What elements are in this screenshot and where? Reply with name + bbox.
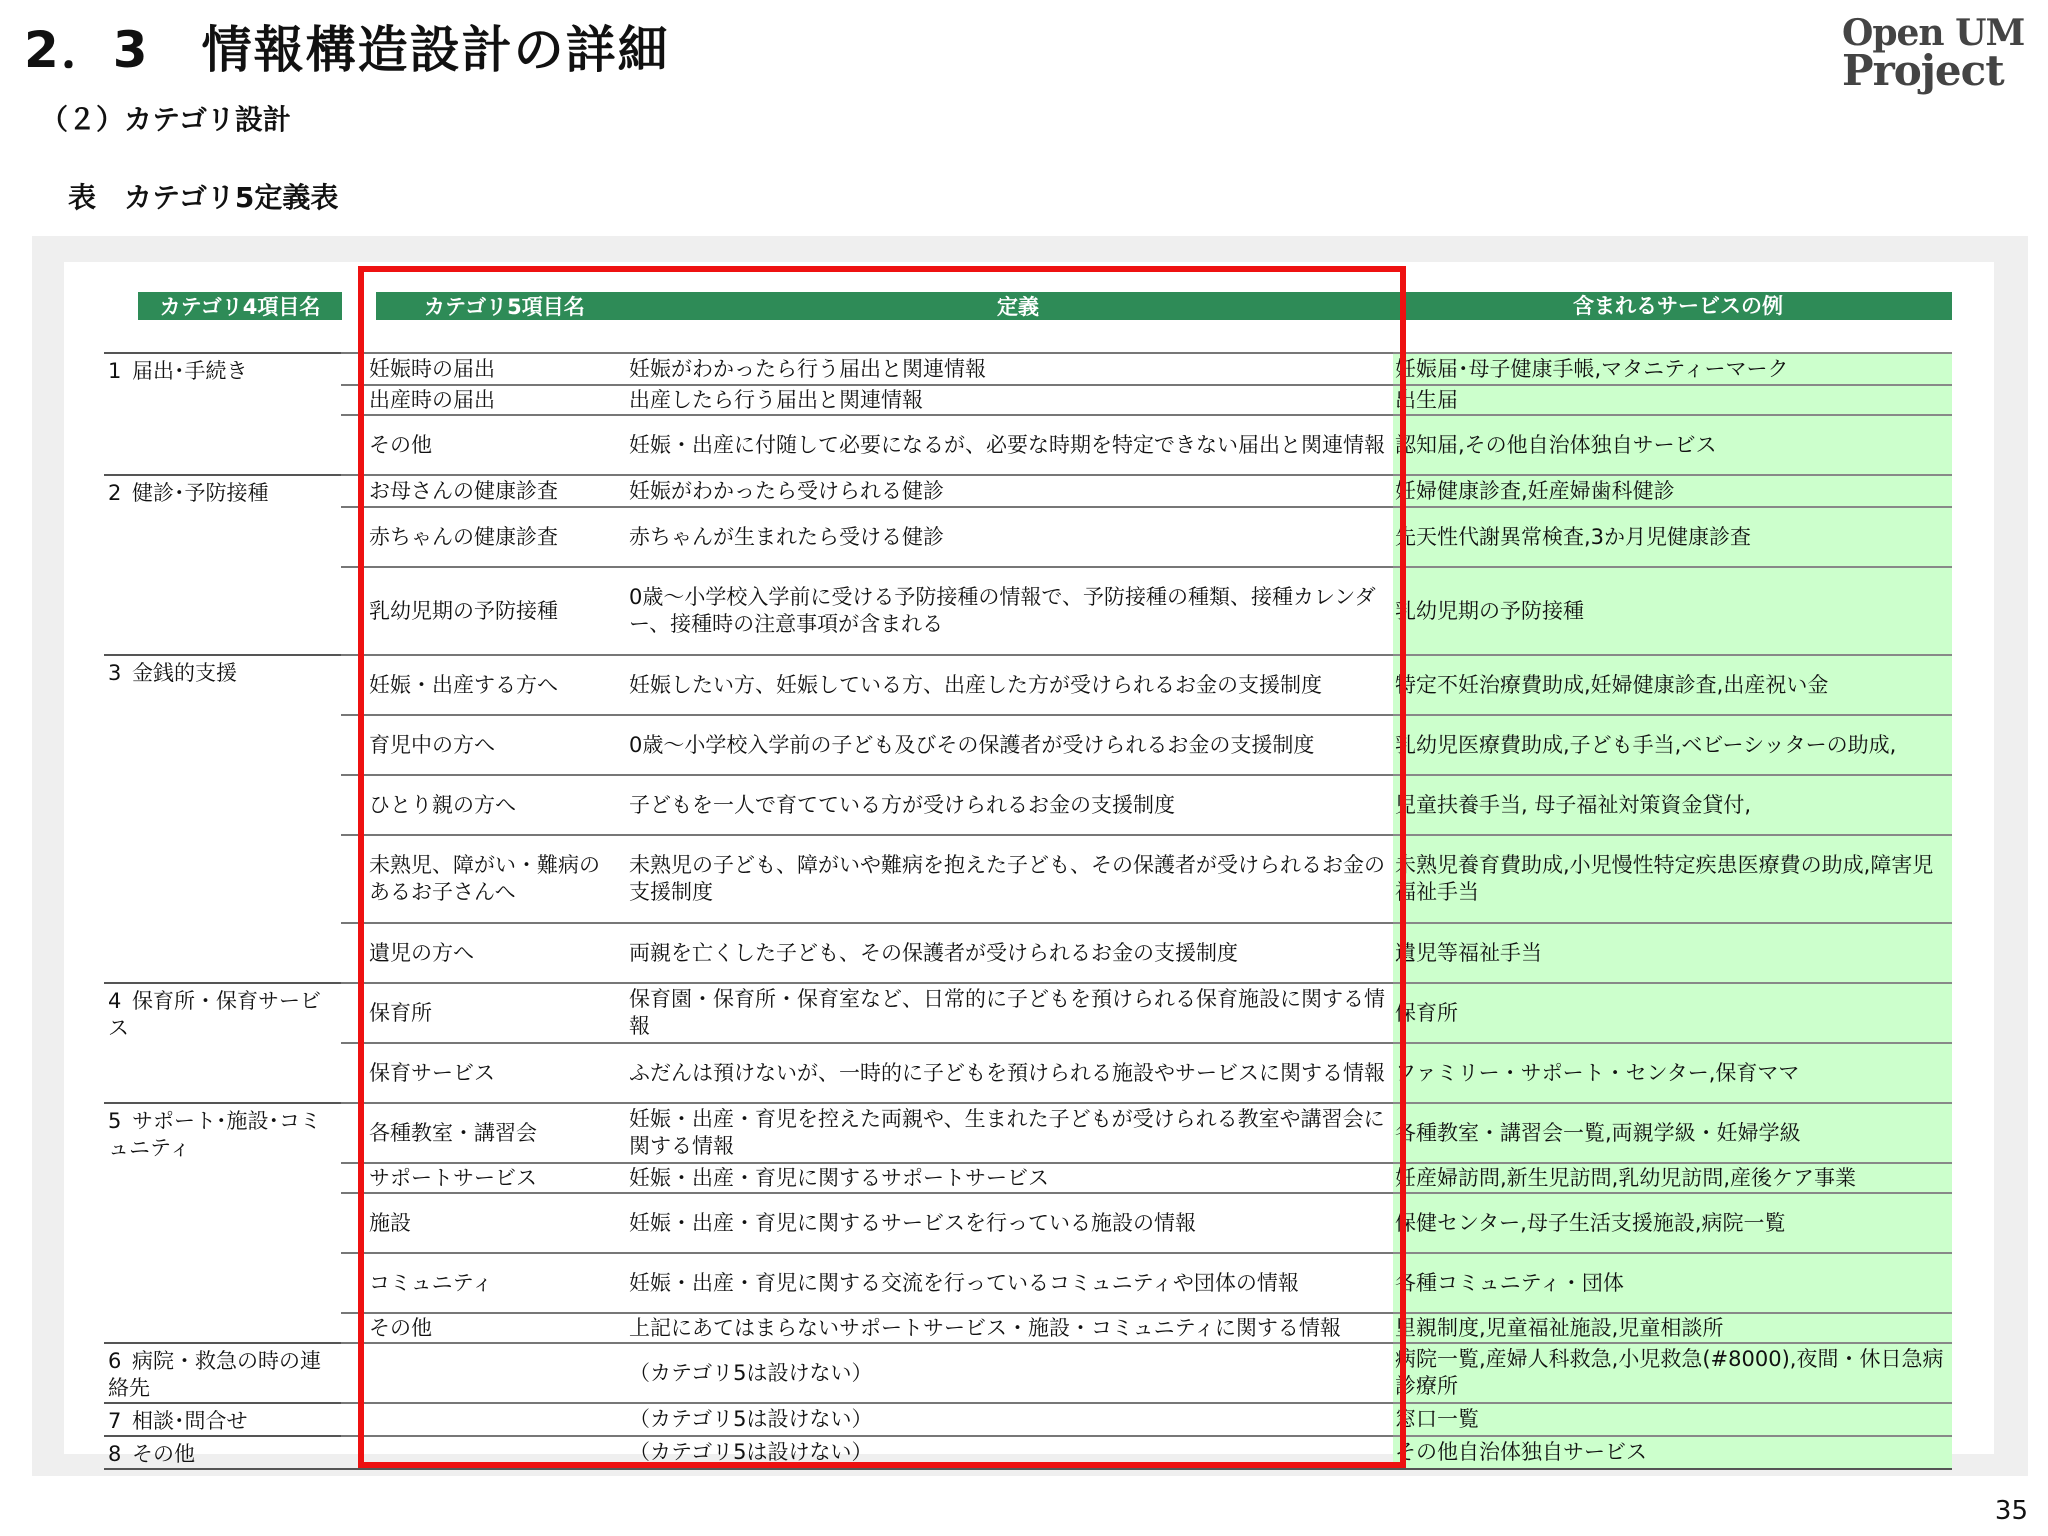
- cat4-cell: [104, 1163, 341, 1193]
- highlight-frame: [358, 266, 1406, 1468]
- cat4-cell: [104, 385, 341, 415]
- definition-cell: 妊娠・出産に付随して必要になるが、必要な時期を特定できない届出と関連情報: [623, 415, 1393, 475]
- cat5-cell: その他: [341, 415, 623, 475]
- definition-cell: 妊娠・出産・育児を控えた両親や、生まれた子どもが受けられる教室や講習会に関する情報: [623, 1103, 1393, 1163]
- header-examples: 含まれるサービスの例: [1404, 292, 1952, 320]
- definition-cell: 妊娠・出産・育児に関する交流を行っているコミュニティや団体の情報: [623, 1253, 1393, 1313]
- section-subtitle: （２）カテゴリ設計: [40, 103, 291, 136]
- cat4-cell: [104, 983, 341, 1043]
- examples-cell: 保健センター,母子生活支援施設,病院一覧: [1393, 1193, 1952, 1253]
- cat4-cell: [104, 1193, 341, 1253]
- header-cat4: カテゴリ4項目名: [138, 292, 342, 320]
- examples-cell: 各種教室・講習会一覧,両親学級・妊婦学級: [1393, 1103, 1952, 1163]
- cat4-label: 届出･手続き: [132, 359, 248, 383]
- cat5-cell: 施設: [341, 1193, 623, 1253]
- examples-cell: 児童扶養手当, 母子福祉対策資金貸付,: [1393, 775, 1952, 835]
- cat4-cell: [104, 923, 341, 983]
- definition-cell: 両親を亡くした子ども、その保護者が受けられるお金の支援制度: [623, 923, 1393, 983]
- cat4-cell: [104, 567, 341, 655]
- examples-cell: 里親制度,児童福祉施設,児童相談所: [1393, 1313, 1952, 1343]
- cat5-cell: 遺児の方へ: [341, 923, 623, 983]
- cat4-number: 7: [108, 1409, 122, 1433]
- definition-cell: ふだんは預けないが、一時的に子どもを預けられる施設やサービスに関する情報: [623, 1043, 1393, 1103]
- examples-cell: 妊婦健康診査,妊産婦歯科健診: [1393, 475, 1952, 507]
- definition-cell: 保育園・保育所・保育室など、日常的に子どもを預けられる保育施設に関する情報: [623, 983, 1393, 1043]
- cat4-number: 6: [108, 1349, 122, 1373]
- examples-cell: 妊娠届･母子健康手帳,マタニティーマーク: [1393, 353, 1952, 385]
- cat5-cell: 保育所: [341, 983, 623, 1043]
- cat4-cell: [104, 1253, 341, 1313]
- table-caption: 表 カテゴリ5定義表: [68, 181, 339, 214]
- definition-cell: （カテゴリ5は設けない）: [623, 1436, 1393, 1469]
- examples-cell: その他自治体独自サービス: [1393, 1436, 1952, 1469]
- cat5-cell: 妊娠・出産する方へ: [341, 655, 623, 715]
- definition-cell: （カテゴリ5は設けない）: [623, 1343, 1393, 1403]
- cat4-label: 病院・救急の時の連絡先: [108, 1349, 321, 1400]
- cat4-cell: [104, 1043, 341, 1103]
- examples-cell: 認知届,その他自治体独自サービス: [1393, 415, 1952, 475]
- cat4-number: 4: [108, 989, 122, 1013]
- cat4-label: その他: [132, 1442, 195, 1466]
- cat4-cell: [104, 475, 341, 507]
- header-cat5: カテゴリ5項目名: [376, 292, 632, 320]
- cat4-number: 3: [108, 661, 122, 685]
- cat5-cell: ひとり親の方へ: [341, 775, 623, 835]
- definition-cell: 出産したら行う届出と関連情報: [623, 385, 1393, 415]
- cat4-cell: [104, 655, 341, 715]
- cat4-label: サポート･施設･コミュニティ: [108, 1109, 321, 1160]
- header-definition: 定義: [632, 292, 1404, 320]
- examples-cell: 各種コミュニティ・団体: [1393, 1253, 1952, 1313]
- cat5-cell: 赤ちゃんの健康診査: [341, 507, 623, 567]
- cat4-cell: [104, 1313, 341, 1343]
- definition-cell: （カテゴリ5は設けない）: [623, 1403, 1393, 1436]
- cat5-cell: その他: [341, 1313, 623, 1343]
- cat5-cell: 保育サービス: [341, 1043, 623, 1103]
- definition-cell: 妊娠したい方、妊娠している方、出産した方が受けられるお金の支援制度: [623, 655, 1393, 715]
- cat4-label: 保育所・保育サービス: [108, 989, 321, 1040]
- definition-cell: 赤ちゃんが生まれたら受ける健診: [623, 507, 1393, 567]
- cat4-label: 相談･問合せ: [132, 1409, 248, 1433]
- cat4-number: 2: [108, 481, 122, 505]
- definition-cell: 妊娠・出産・育児に関するサポートサービス: [623, 1163, 1393, 1193]
- cat5-cell: 乳幼児期の予防接種: [341, 567, 623, 655]
- examples-cell: 遺児等福祉手当: [1393, 923, 1952, 983]
- cat5-cell: 各種教室・講習会: [341, 1103, 623, 1163]
- cat5-cell: お母さんの健康診査: [341, 475, 623, 507]
- page-title: 2．3 情報構造設計の詳細: [24, 21, 670, 79]
- definition-cell: 未熟児の子ども、障がいや難病を抱えた子ども、その保護者が受けられるお金の支援制度: [623, 835, 1393, 923]
- cat4-cell: [104, 1403, 341, 1436]
- cat4-cell: [104, 353, 341, 385]
- cat4-label: 金銭的支援: [132, 661, 237, 685]
- cat4-cell: [104, 1436, 341, 1469]
- examples-cell: 妊産婦訪問,新生児訪問,乳幼児訪問,産後ケア事業: [1393, 1163, 1952, 1193]
- cat5-cell: コミュニティ: [341, 1253, 623, 1313]
- open-um-project-logo: [1842, 12, 2032, 95]
- cat4-cell: [104, 507, 341, 567]
- examples-cell: 乳幼児期の予防接種: [1393, 567, 1952, 655]
- examples-cell: ファミリー・サポート・センター,保育ママ: [1393, 1043, 1952, 1103]
- page-number: 35: [1994, 1496, 2028, 1526]
- definition-cell: 0歳～小学校入学前の子ども及びその保護者が受けられるお金の支援制度: [623, 715, 1393, 775]
- cat5-cell: 育児中の方へ: [341, 715, 623, 775]
- cat5-cell: 出産時の届出: [341, 385, 623, 415]
- cat4-number: 1: [108, 359, 122, 383]
- examples-cell: 保育所: [1393, 983, 1952, 1043]
- definition-cell: 妊娠がわかったら行う届出と関連情報: [623, 353, 1393, 385]
- cat4-cell: [104, 1343, 341, 1403]
- examples-cell: 窓口一覧: [1393, 1403, 1952, 1436]
- cat4-label: 健診･予防接種: [132, 481, 269, 505]
- examples-cell: 病院一覧,産婦人科救急,小児救急(#8000),夜間・休日急病診療所: [1393, 1343, 1952, 1403]
- examples-cell: 特定不妊治療費助成,妊婦健康診査,出産祝い金: [1393, 655, 1952, 715]
- examples-cell: 未熟児養育費助成,小児慢性特定疾患医療費の助成,障害児福祉手当: [1393, 835, 1952, 923]
- definition-cell: 妊娠・出産・育児に関するサービスを行っている施設の情報: [623, 1193, 1393, 1253]
- examples-cell: 出生届: [1393, 385, 1952, 415]
- logo-line-1: Open UM: [1842, 12, 2025, 54]
- cat5-cell: 妊娠時の届出: [341, 353, 623, 385]
- cat4-number: 8: [108, 1442, 122, 1466]
- definition-cell: 妊娠がわかったら受けられる健診: [623, 475, 1393, 507]
- definition-cell: 上記にあてはまらないサポートサービス・施設・コミュニティに関する情報: [623, 1313, 1393, 1343]
- cat4-cell: [104, 835, 341, 923]
- logo-line-2: Project: [1842, 46, 2004, 95]
- cat4-cell: [104, 715, 341, 775]
- examples-cell: 乳幼児医療費助成,子ども手当,ベビーシッターの助成,: [1393, 715, 1952, 775]
- cat4-cell: [104, 775, 341, 835]
- definition-cell: 0歳～小学校入学前に受ける予防接種の情報で、予防接種の種類、接種カレンダー、接種時の注意事項が含まれる: [623, 567, 1393, 655]
- definition-cell: 子どもを一人で育てている方が受けられるお金の支援制度: [623, 775, 1393, 835]
- cat4-number: 5: [108, 1109, 122, 1133]
- cat5-cell: 未熟児、障がい・難病のあるお子さんへ: [341, 835, 623, 923]
- examples-cell: 先天性代謝異常検査,3か月児健康診査: [1393, 507, 1952, 567]
- cat4-cell: [104, 415, 341, 475]
- cat5-cell: サポートサービス: [341, 1163, 623, 1193]
- cat4-cell: [104, 1103, 341, 1163]
